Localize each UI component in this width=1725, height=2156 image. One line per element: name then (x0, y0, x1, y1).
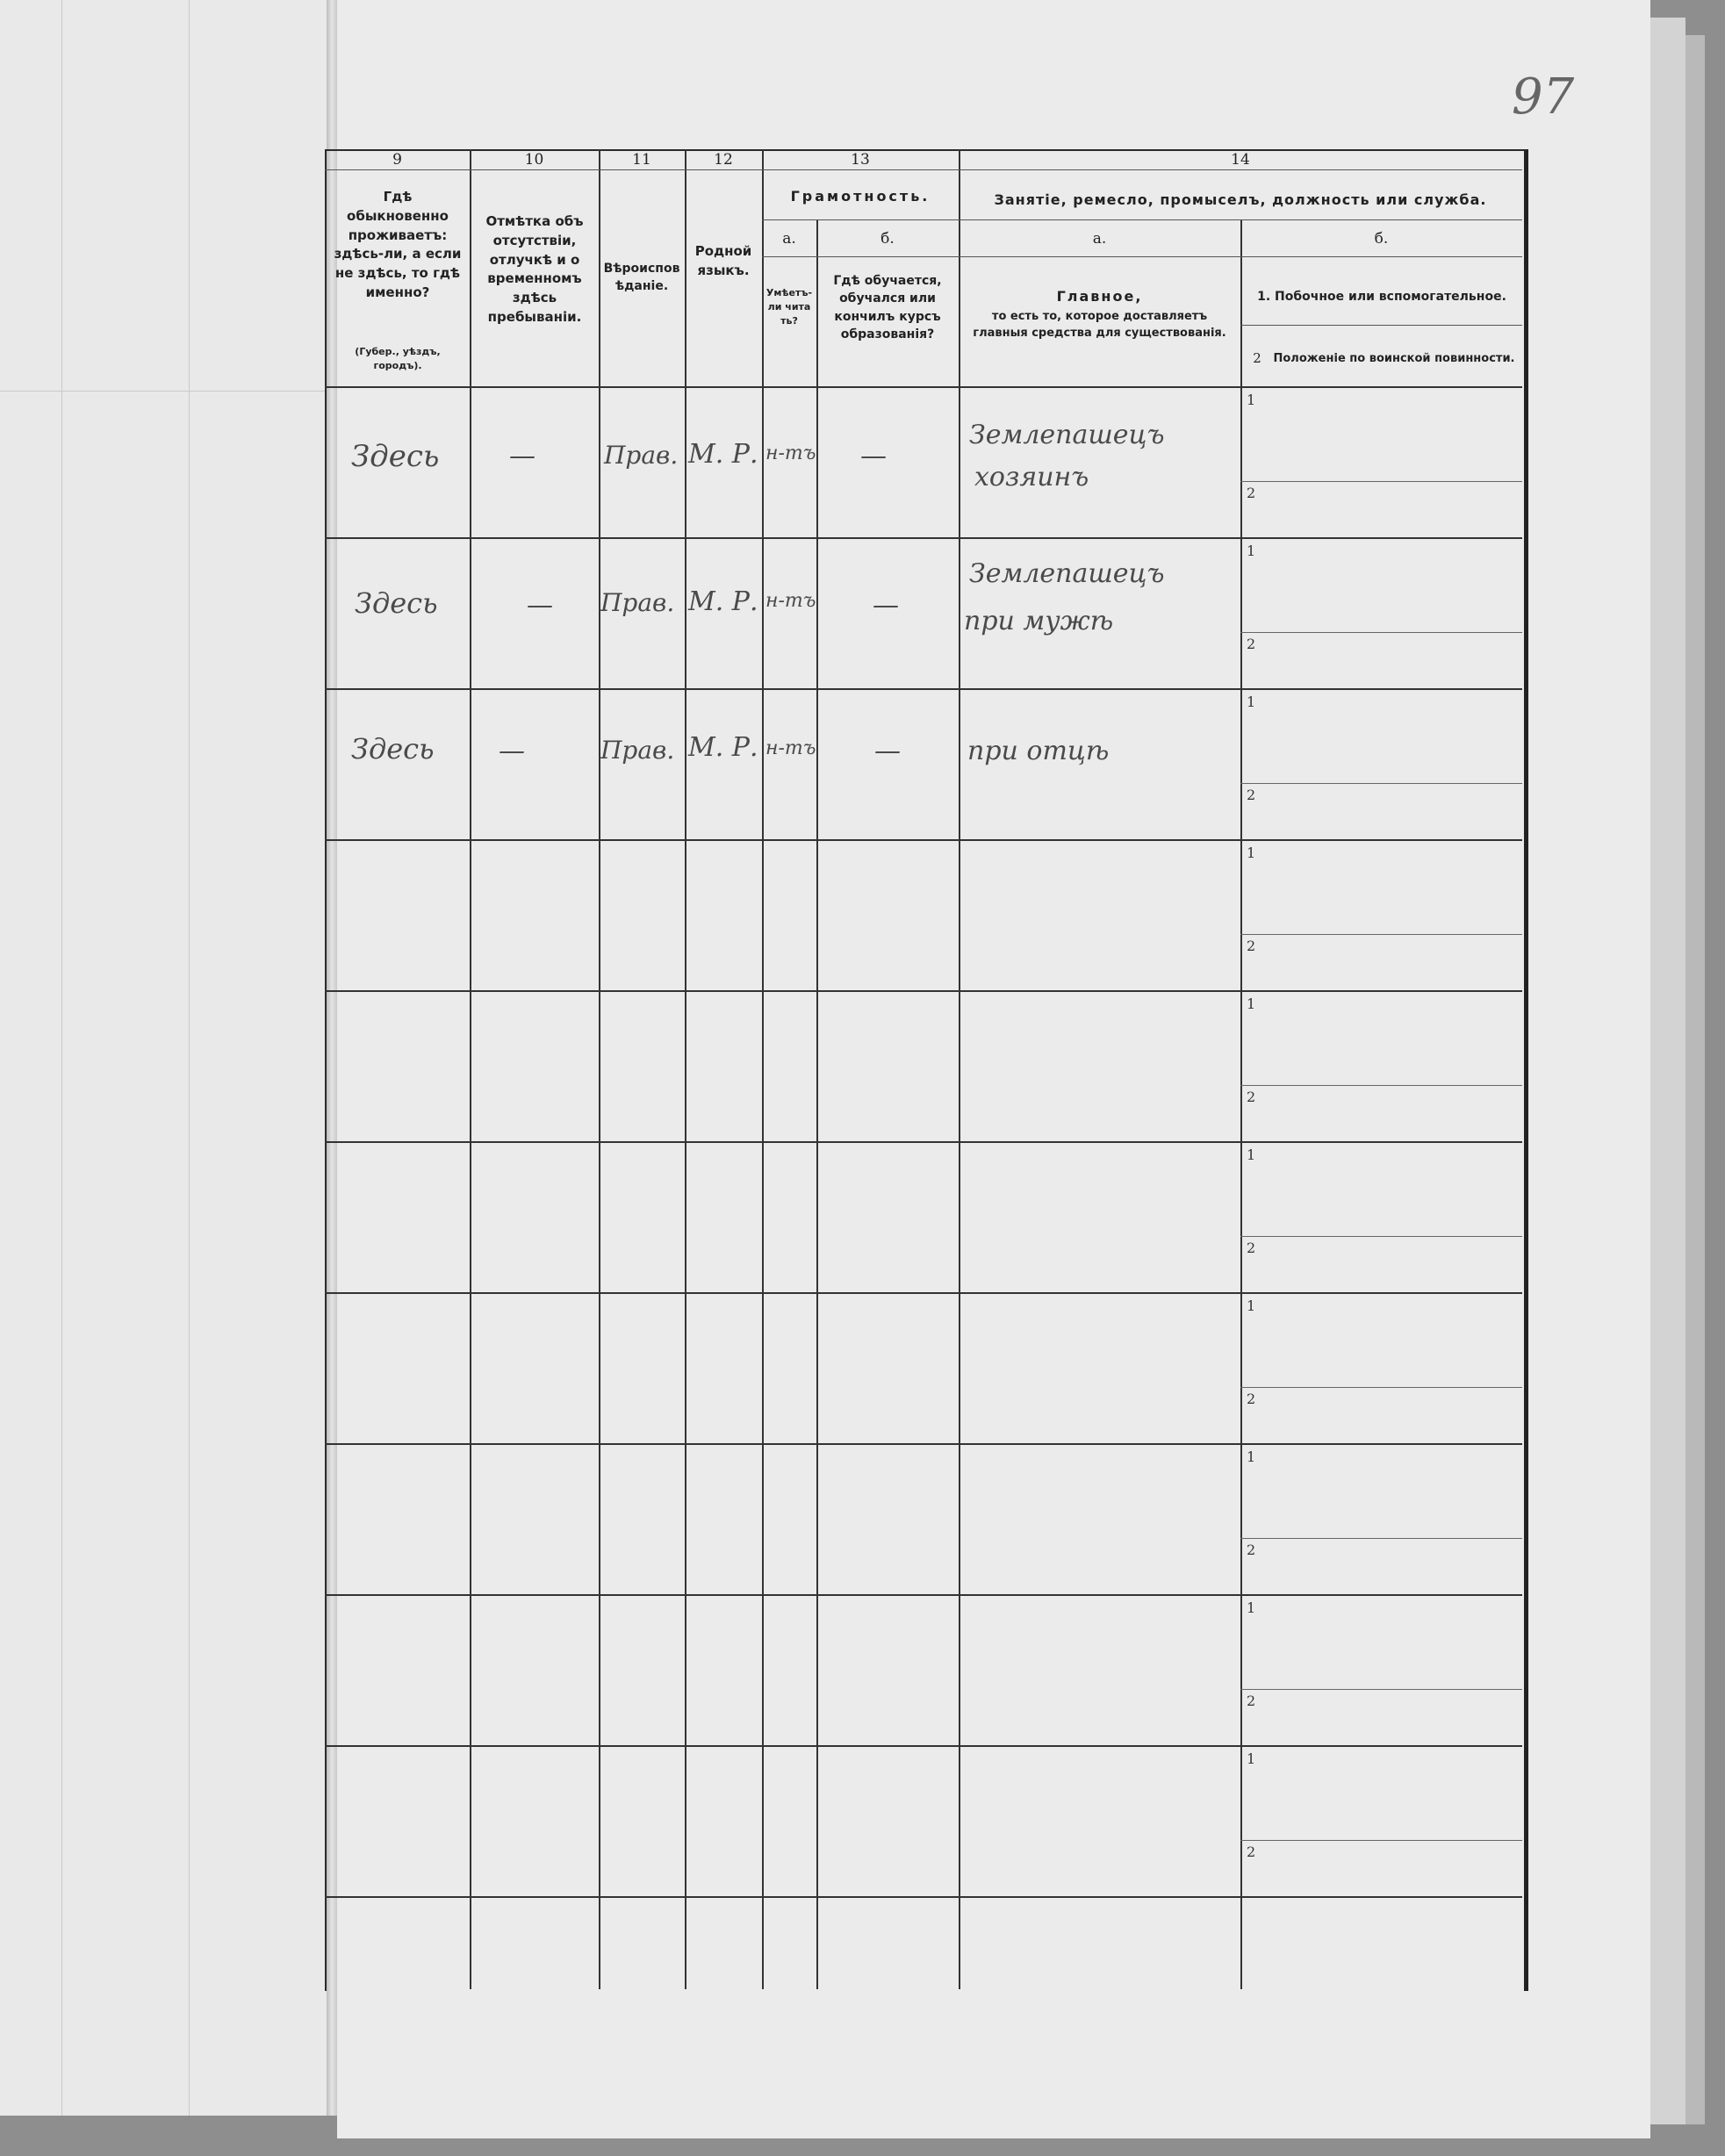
page-number: 97 (1512, 68, 1575, 126)
subrow-divider (1240, 783, 1522, 784)
header-language: Родной языкъ. (694, 243, 752, 278)
page-edge-strip (1685, 35, 1705, 2124)
row1-education: — (860, 441, 887, 471)
col-number-14: 14 (1231, 151, 1250, 169)
header-sublabel-line (762, 256, 1522, 257)
header-14b-split-line (1240, 325, 1522, 326)
left-page (0, 0, 328, 2116)
subrow-marker-2: 2 (1247, 636, 1256, 652)
subrow-marker-2: 2 (1247, 1240, 1256, 1256)
row-divider (325, 990, 1522, 992)
column-divider (816, 219, 818, 1989)
header-main-occupation: Главное, (1056, 288, 1143, 305)
col-number-13: 13 (851, 151, 870, 169)
row2-literacy: н-тъ (765, 590, 816, 612)
subrow-marker-1: 1 (1247, 1750, 1256, 1767)
subrow-marker-2: 2 (1247, 1542, 1256, 1558)
subrow-marker-1: 1 (1247, 1297, 1256, 1314)
column-divider (685, 149, 686, 1989)
header-bottom-line (325, 386, 1522, 388)
row-divider (325, 1141, 1522, 1143)
row1-occupation-line1: Землепашецъ (969, 420, 1165, 450)
row2-religion: Прав. (600, 588, 675, 617)
header-occupation-a-label: а. (1092, 230, 1107, 248)
row1-religion: Прав. (604, 441, 679, 470)
column-divider (762, 149, 764, 1989)
row1-occupation-line2: хозяинъ (974, 462, 1089, 492)
row-divider (325, 1292, 1522, 1294)
header-occupation-b-label: б. (1374, 230, 1389, 248)
row-divider (325, 1594, 1522, 1596)
subrow-marker-1: 1 (1247, 392, 1256, 408)
subrow-marker-1: 1 (1247, 694, 1256, 710)
row-divider (325, 688, 1522, 690)
row2-residence: Здесь (355, 586, 438, 620)
subrow-divider (1240, 1085, 1522, 1086)
row-divider (325, 839, 1522, 841)
header-religion: Вѣроисповѣданіе. (603, 262, 680, 294)
row2-occupation-line1: Землепашецъ (969, 558, 1165, 589)
subrow-marker-2: 2 (1247, 1089, 1256, 1105)
header-main-occupation-sub: то есть то, которое доставляетъ главныя средства для существованія. (973, 310, 1226, 340)
subrow-divider (1240, 632, 1522, 633)
row2-education: — (873, 590, 899, 621)
col-number-10: 10 (524, 151, 544, 169)
subrow-marker-1: 1 (1247, 995, 1256, 1012)
column-divider (959, 149, 960, 1989)
subrow-marker-1: 1 (1247, 844, 1256, 861)
subrow-divider (1240, 1840, 1522, 1841)
header-military-status: Положеніе по воинской повинности. (1273, 352, 1515, 365)
row1-residence: Здесь (351, 439, 440, 474)
col-number-9: 9 (392, 151, 402, 169)
left-page-ghost-line (189, 0, 190, 2116)
row-divider (325, 1443, 1522, 1445)
row3-literacy: н-тъ (765, 737, 816, 759)
row2-occupation-line2: при мужѣ (964, 606, 1114, 636)
header-subgroup-line (762, 219, 1522, 220)
column-divider (470, 149, 471, 1989)
row3-education: — (874, 736, 901, 766)
row1-literacy: н-тъ (765, 442, 816, 464)
subrow-divider (1240, 1689, 1522, 1690)
left-page-ghost-line (0, 391, 327, 392)
subrow-divider (1240, 934, 1522, 935)
subrow-marker-2: 2 (1247, 938, 1256, 954)
header-education: Гдѣ обучается, обучался или кончилъ курсъ образованія? (833, 274, 942, 341)
row1-language: М. Р. (688, 439, 758, 470)
subrow-divider (1240, 481, 1522, 482)
subrow-marker-1: 1 (1247, 1146, 1256, 1163)
subrow-marker-2: 2 (1247, 1391, 1256, 1407)
header-residence: Гдѣ обыкновенно проживаетъ: здѣсь-ли, а если не здѣсь, то гдѣ именно? (334, 189, 462, 300)
subrow-marker-1: 1 (1247, 543, 1256, 559)
row2-language: М. Р. (688, 586, 758, 617)
subrow-divider (1240, 1236, 1522, 1237)
left-page-ghost-line (61, 0, 62, 2116)
subrow-marker-2: 2 (1247, 1843, 1256, 1860)
header-literacy-b-label: б. (880, 230, 895, 248)
header-absence: Отмѣтка объ отсутствіи, отлучкѣ и о временномъ здѣсь пребываніи. (485, 213, 584, 325)
row3-absence: — (499, 736, 525, 766)
census-table (325, 149, 1528, 1991)
header-literacy-a-label: а. (782, 230, 796, 248)
col-number-11: 11 (632, 151, 651, 169)
header-residence-note: (Губер., уѣздъ, городъ). (355, 346, 441, 371)
subrow-marker-2: 2 (1247, 485, 1256, 501)
header-can-read: Умѣетъ-ли читать? (765, 287, 813, 327)
subrow-marker-2: 2 (1247, 1692, 1256, 1709)
subrow-marker-1: 1 (1247, 1448, 1256, 1465)
header-literacy: Грамотность. (790, 188, 931, 205)
header-occupation: Занятіе, ремесло, промыселъ, должность или служба. (994, 191, 1487, 208)
subrow-divider (1240, 1538, 1522, 1539)
row3-residence: Здесь (351, 732, 435, 765)
row1-absence: — (509, 441, 535, 471)
row-divider (325, 537, 1522, 539)
column-divider (599, 149, 600, 1989)
header-secondary-occupation: 1. Побочное или вспомогательное. (1257, 290, 1506, 304)
row3-language: М. Р. (688, 732, 758, 763)
row-divider (325, 1745, 1522, 1747)
col-number-12: 12 (714, 151, 733, 169)
subrow-divider (1240, 1387, 1522, 1388)
row3-occupation-line1: при отцѣ (967, 736, 1110, 766)
header-military-num: 2 (1253, 350, 1261, 366)
row2-absence: — (527, 590, 553, 621)
row-divider (325, 1896, 1522, 1898)
page-edge-strip (1650, 18, 1685, 2124)
row3-religion: Прав. (600, 736, 675, 765)
subrow-marker-1: 1 (1247, 1599, 1256, 1616)
column-divider (1240, 219, 1242, 1989)
subrow-marker-2: 2 (1247, 787, 1256, 803)
